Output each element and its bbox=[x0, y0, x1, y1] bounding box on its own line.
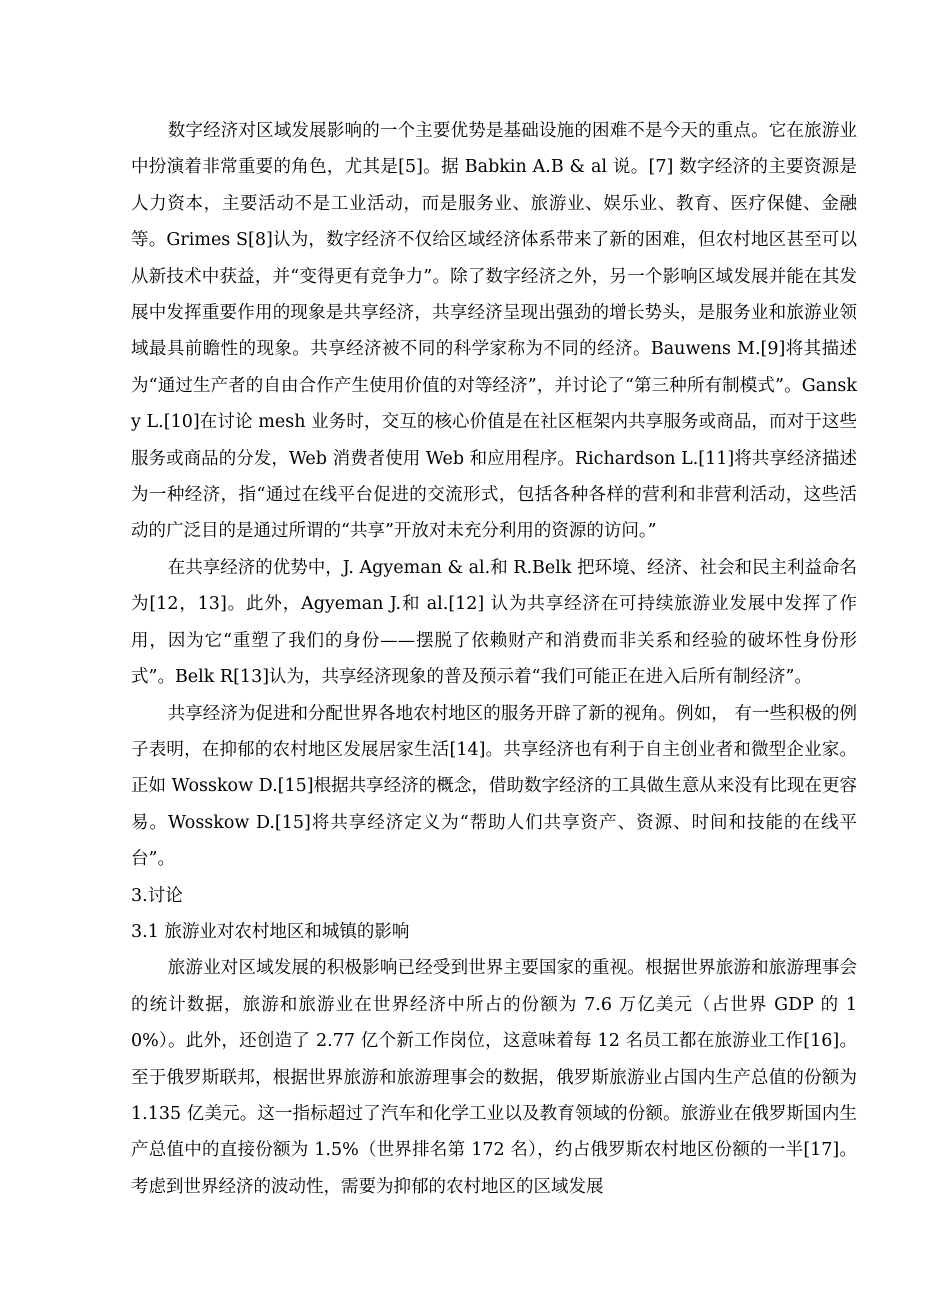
section-heading: 3.讨论 bbox=[131, 885, 183, 906]
subsection-heading: 3.1 旅游业对农村地区和城镇的影响 bbox=[131, 921, 410, 942]
paragraph-digital-economy: 数字经济对区域发展影响的一个主要优势是基础设施的困难不是今天的重点。它在旅游业中扮演着非常重要的角色，尤其是[5]。据 Babkin A.B & al 说。[7] 数字经济的主要资源是人力资本，主要活动不是工业活动，而是服务业、旅游业、娱乐业、教育、医疗保健、金融等。Grimes S[8]认为，数字经济不仅给区域经济体系带来了新的困难，但农村地区甚至可以从新技术中获益，并“变得更有竞争力”。除了数字经济之外，另一个影响区域发展并能在其发展中发挥重要作用的现象是共享经济，共享经济呈现出强劲的增长势头，是服务业和旅游业领域最具前瞻性的现象。共享经济被不同的科学家称为不同的经济。Bauwens M.[9]将其描述为“通过生产者的自由合作产生使用价值的对等经济”，并讨论了“第三种所有制模式”。Gansky L.[10]在讨论 mesh 业务时，交互的核心价值是在社区框架内共享服务或商品，而对于这些服务或商品的分发，Web 消费者使用 Web 和应用程序。Richardson L.[11]将共享经济描述为一种经济，指“通过在线平台促进的交流形式，包括各种各样的营利和非营利活动，这些活动的广泛目的是通过所谓的“共享”开放对未充分利用的资源的访问。” bbox=[131, 121, 857, 542]
paragraph-sharing-economy-advantages: 在共享经济的优势中，J. Agyeman & al.和 R.Belk 把环境、经济、社会和民主利益命名为[12，13]。此外，Agyeman J.和 al.[12] 认为共享经济在可持续旅游业发展中发挥了作用，因为它“重塑了我们的身份——摆脱了依赖财产和消费而非关系和经验的破坏性身份形式”。Belk R[13]认为，共享经济现象的普及预示着“我们可能正在进入后所有制经济”。 bbox=[131, 557, 857, 688]
paragraph-rural-services: 共享经济为促进和分配世界各地农村地区的服务开辟了新的视角。例如， 有一些积极的例子表明，在抑郁的农村地区发展居家生活[14]。共享经济也有利于自主创业者和微型企业家。正如 Wosskow D.[15]根据共享经济的概念，借助数字经济的工具做生意从来没有比现在更容易。Wosskow D.[15]将共享经济定义为“帮助人们共享资产、资源、时间和技能的在线平台”。 bbox=[131, 703, 857, 870]
document-page bbox=[131, 113, 857, 1205]
paragraph-tourism-impact: 旅游业对区域发展的积极影响已经受到世界主要国家的重视。根据世界旅游和旅游理事会的统计数据，旅游和旅游业在世界经济中所占的份额为 7.6 万亿美元（占世界 GDP 的 10%）。此外，还创造了 2.77 亿个新工作岗位，这意味着每 12 名员工都在旅游业工作[16]。至于俄罗斯联邦，根据世界旅游和旅游理事会的数据，俄罗斯旅游业占国内生产总值的份额为 1.135 亿美元。这一指标超过了汽车和化学工业以及教育领域的份额。旅游业在俄罗斯国内生产总值中的直接份额为 1.5%（世界排名第 172 名），约占俄罗斯农村地区份额的一半[17]。 考虑到世界经济的波动性，需要为抑郁的农村地区的区域发展 bbox=[131, 958, 857, 1197]
